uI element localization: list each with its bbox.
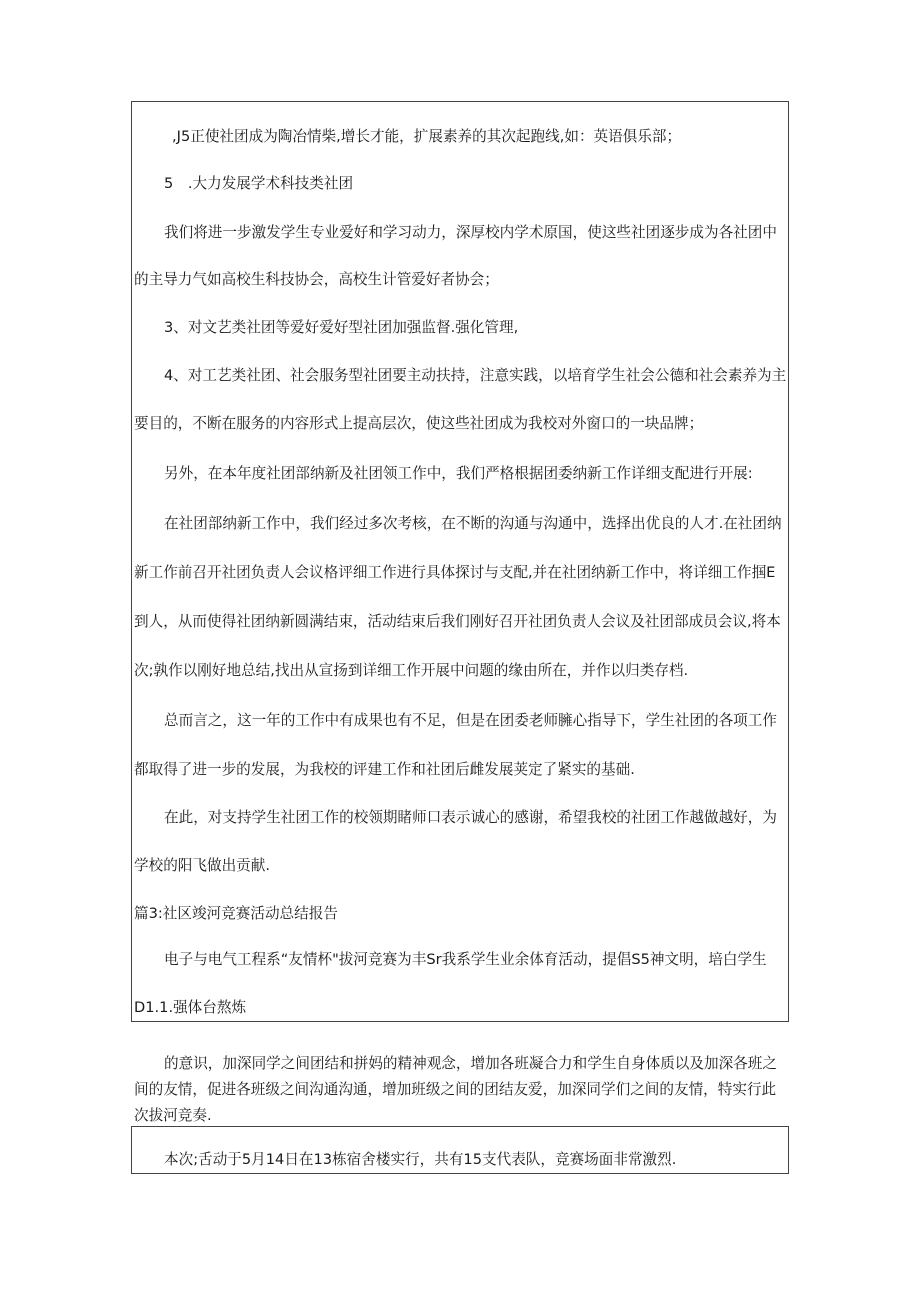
text-line: 新工作前召开社团负责人会议格评细工作进行具体探讨与支配,并在社团纳新工作中，将详细工作掴E bbox=[134, 564, 776, 581]
free-paragraph-line: 次拔河竞奏. bbox=[134, 1107, 212, 1124]
list-item-4: 4、对工艺类社团、社会服务型社团要主动扶持，注意实践，以培育学生社会公德和社会素养为主 bbox=[164, 367, 787, 384]
free-paragraph-line: 的意识，加深同学之间团结和拼妈的精神观念，增加各班凝合力和学生自身体质以及加深各班之 bbox=[164, 1055, 777, 1072]
text-line: 总而言之，这一年的工作中有成果也有不足，但是在团委老师臃心指导下，学生社团的各项工作 bbox=[164, 712, 777, 729]
text-line: 都取得了进一步的发展，为我校的评建工作和社团后雌发展荚定了紧实的基础. bbox=[134, 761, 635, 778]
text-line: 的主导力气如高校生科技协会，高校生计管爱好者协会； bbox=[134, 271, 499, 288]
free-paragraph-line: 间的友情，促进各班级之间沟通沟通，增加班级之间的团结友爱，加深同学们之间的友情，特实行此 bbox=[134, 1081, 777, 1098]
text-line: 在此，对支持学生社团工作的校领期睹师口表示诚心的感谢，希望我校的社团工作越做越好，为 bbox=[164, 809, 777, 826]
text-line: 次;孰作以刚好地总结,找出从宣扬到详细工作开展中问题的缘由所在，并作以归类存档. bbox=[134, 662, 689, 679]
list-heading-5: 5 .大力发展学术科技类社团 bbox=[164, 175, 354, 192]
text-line: 学校的阳飞做出贡献. bbox=[134, 857, 270, 874]
text-line: 要目的，不断在服务的内容形式上提高层次，使这些社团成为我校对外窗口的一块品牌； bbox=[134, 415, 704, 432]
text-line: ,J5正使社团成为陶冶情柴,增长才能，扩展素养的其次起跑线,如：英语俱乐部； bbox=[172, 128, 682, 145]
text-line: 我们将进一步激发学生专业爱好和学习动力，深厚校内学术原国，使这些社团逐步成为各社团中 bbox=[164, 224, 777, 241]
text-line: 在社团部纳新工作中，我们经过多次考核，在不断的沟通与沟通中，选择出优良的人才.在社团纳 bbox=[164, 515, 782, 532]
text-line: 另外，在本年度社团部纳新及社团领工作中，我们严格根据团委纳新工作详细支配进行开展: bbox=[164, 465, 753, 482]
text-line: 本次;舌动于5月14日在13栋宿舍楼实行，共有15支代表队，竞赛场面非常激烈. bbox=[164, 1151, 677, 1168]
text-line: 电子与电气工程系“友情杯"拔河竞赛为丰Sr我系学生业余体育活动，提倡S5神文明，培白学生 bbox=[164, 951, 767, 968]
text-line: D1.1.强体台熬炼 bbox=[134, 999, 247, 1016]
list-item-3: 3、对文艺类社团等爱好爱好型社团加强监督.强化管理, bbox=[164, 319, 519, 336]
section-heading: 篇3:社区竣河竞赛活动总结报告 bbox=[134, 905, 338, 922]
text-line: 到人，从而使得社团纳新圆满结束，活动结束后我们刚好召开社团负责人会议及社团部成员会议,将本 bbox=[134, 613, 781, 630]
